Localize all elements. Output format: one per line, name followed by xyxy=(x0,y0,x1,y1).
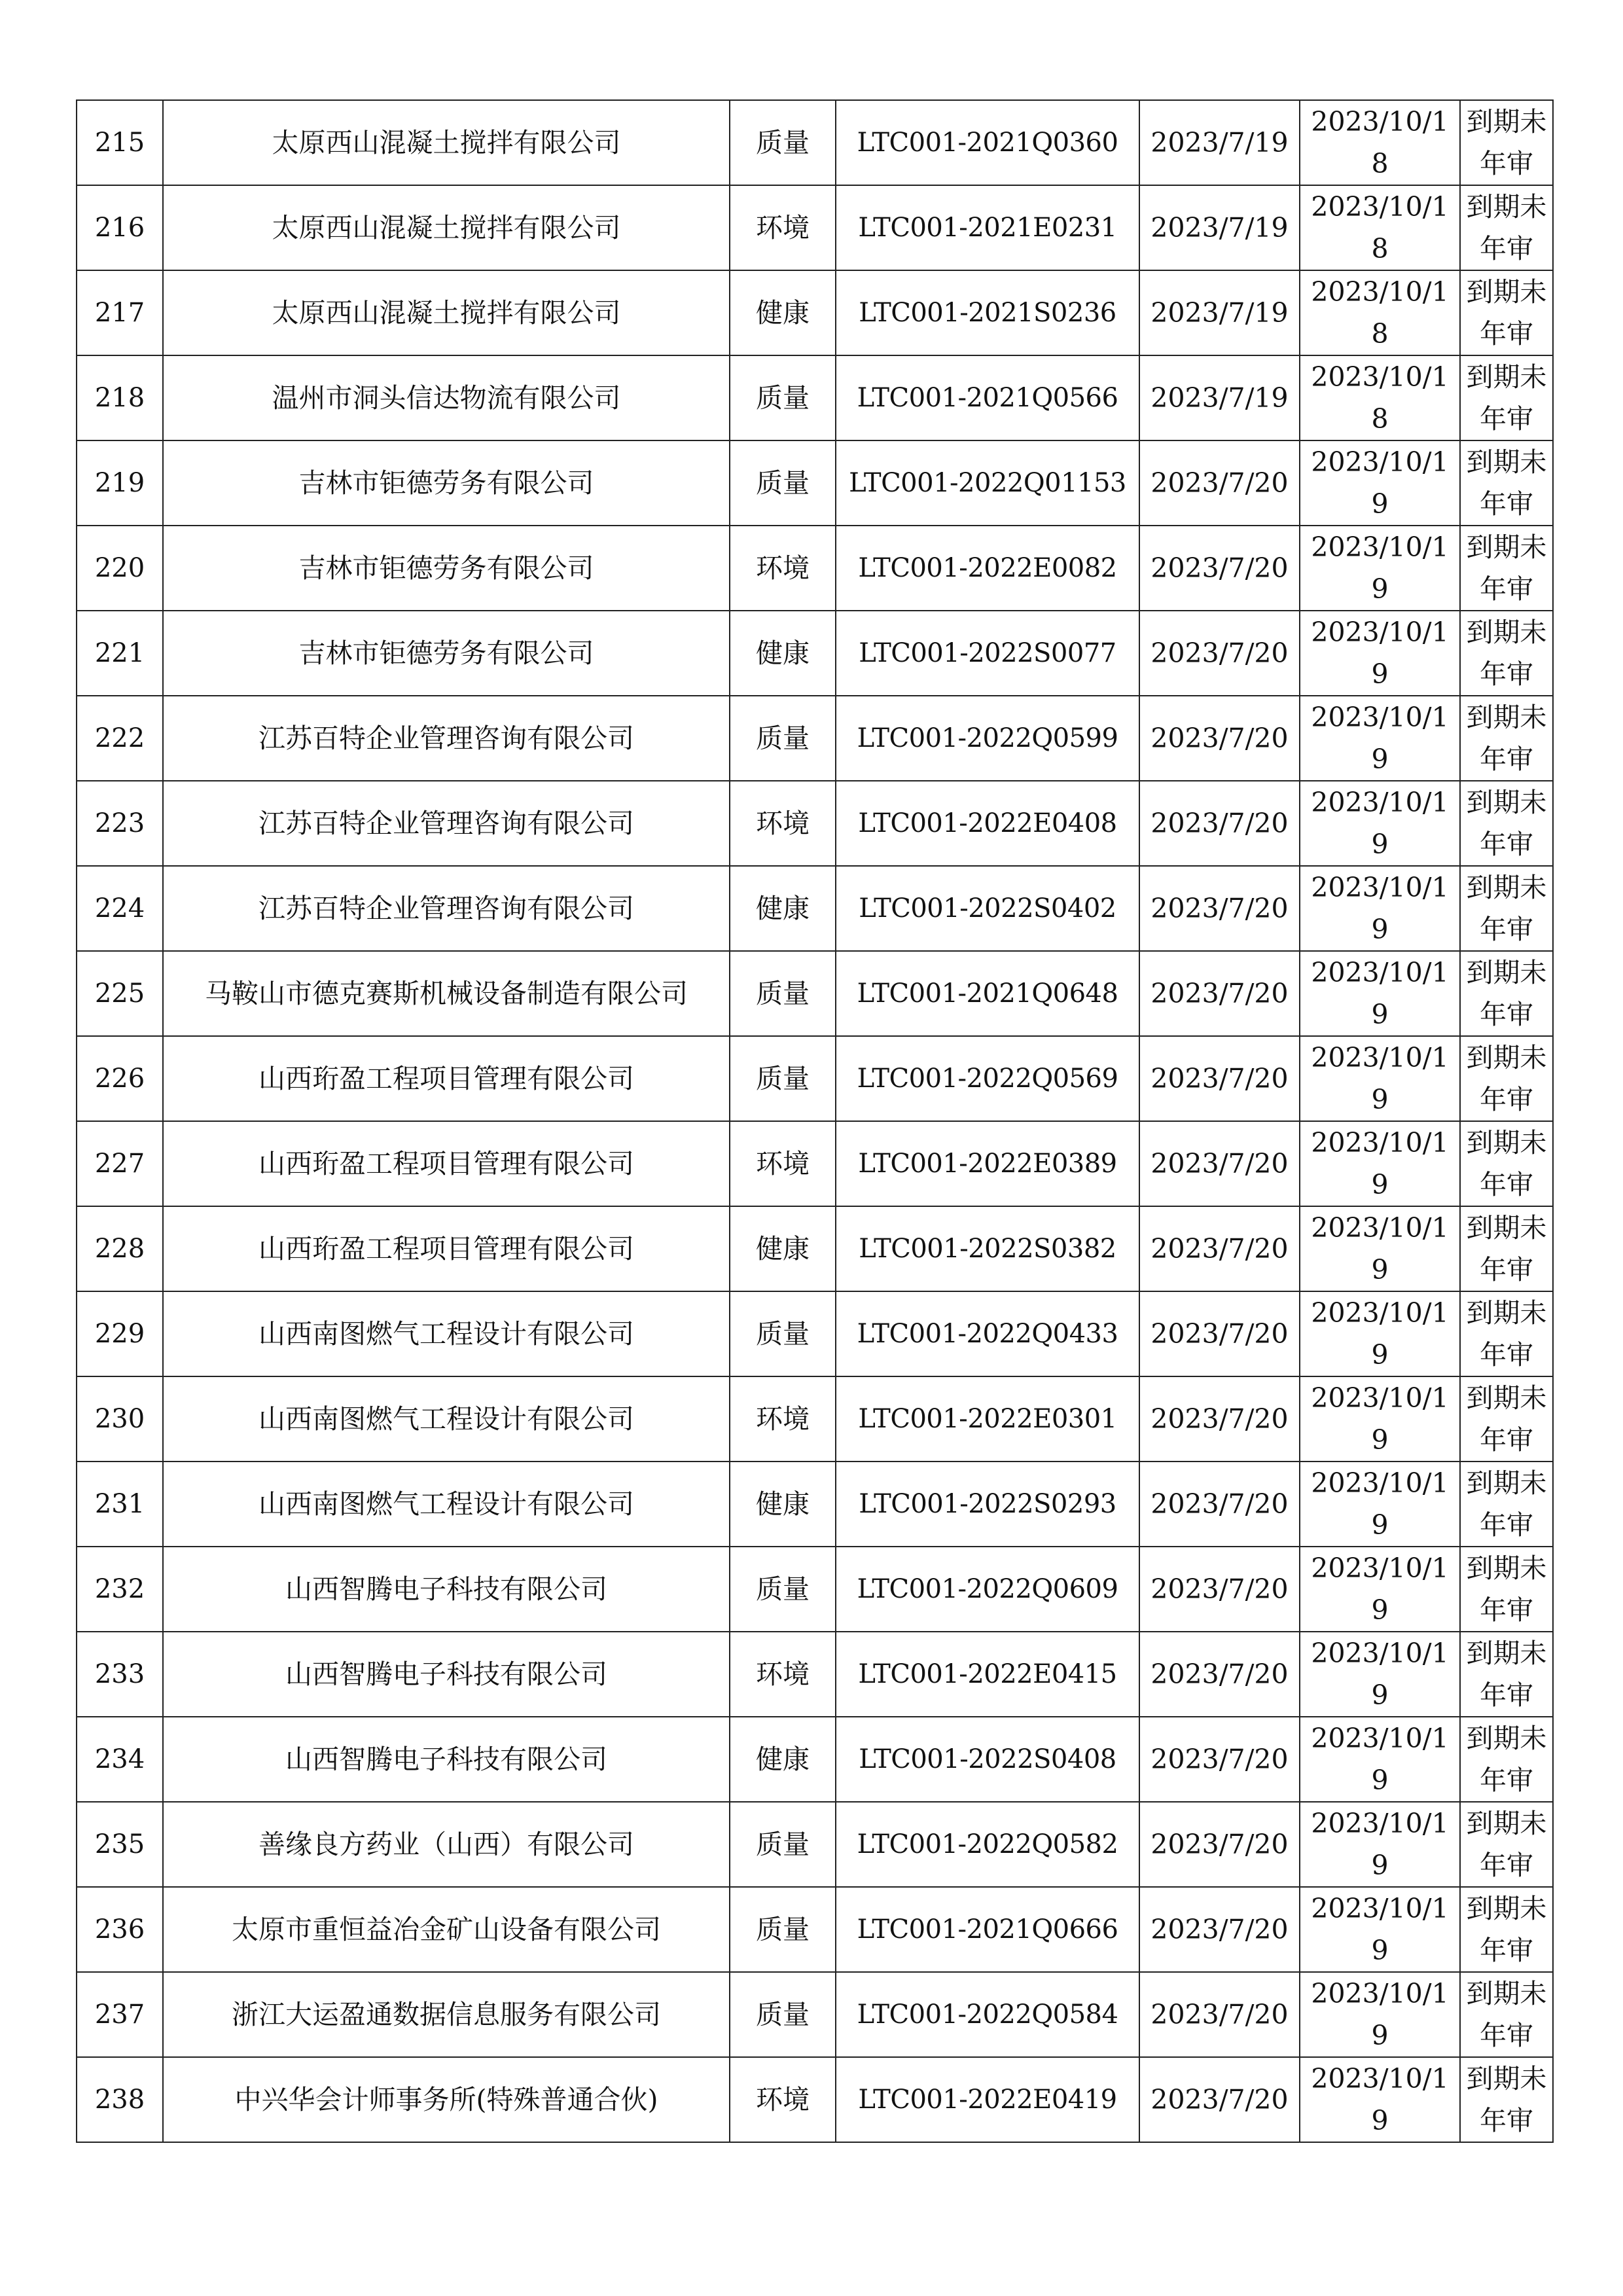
row-number: 237 xyxy=(77,1972,163,2057)
deadline-date: 2023/10/19 xyxy=(1300,1376,1460,1462)
table-row xyxy=(77,1547,1553,1632)
certification-type: 健康 xyxy=(730,866,836,951)
certificate-code: LTC001-2021Q0566 xyxy=(836,355,1139,440)
audit-due-date: 2023/7/20 xyxy=(1139,526,1300,611)
audit-due-date: 2023/7/20 xyxy=(1139,1376,1300,1462)
deadline-date: 2023/10/19 xyxy=(1300,866,1460,951)
audit-due-date: 2023/7/20 xyxy=(1139,1802,1300,1887)
row-number: 216 xyxy=(77,185,163,270)
row-number: 218 xyxy=(77,355,163,440)
deadline-date: 2023/10/19 xyxy=(1300,781,1460,866)
status-text: 到期未年审 xyxy=(1460,1802,1553,1887)
table-row xyxy=(77,100,1553,185)
row-number: 238 xyxy=(77,2057,163,2142)
certification-type: 健康 xyxy=(730,270,836,355)
audit-due-date: 2023/7/19 xyxy=(1139,355,1300,440)
table-row xyxy=(77,355,1553,440)
company-name: 山西智腾电子科技有限公司 xyxy=(163,1717,730,1802)
certificate-code: LTC001-2022S0293 xyxy=(836,1462,1139,1547)
certificate-code: LTC001-2022S0077 xyxy=(836,611,1139,696)
certificate-code: LTC001-2022S0402 xyxy=(836,866,1139,951)
status-text: 到期未年审 xyxy=(1460,1121,1553,1206)
deadline-date: 2023/10/19 xyxy=(1300,1802,1460,1887)
status-text: 到期未年审 xyxy=(1460,1206,1553,1291)
status-text: 到期未年审 xyxy=(1460,1291,1553,1376)
certification-type: 质量 xyxy=(730,1291,836,1376)
row-number: 228 xyxy=(77,1206,163,1291)
certificate-code: LTC001-2021Q0666 xyxy=(836,1887,1139,1972)
row-number: 229 xyxy=(77,1291,163,1376)
deadline-date: 2023/10/19 xyxy=(1300,1717,1460,1802)
company-name: 山西智腾电子科技有限公司 xyxy=(163,1632,730,1717)
company-name: 太原西山混凝土搅拌有限公司 xyxy=(163,270,730,355)
company-name: 中兴华会计师事务所(特殊普通合伙) xyxy=(163,2057,730,2142)
status-text: 到期未年审 xyxy=(1460,355,1553,440)
audit-due-date: 2023/7/19 xyxy=(1139,185,1300,270)
row-number: 234 xyxy=(77,1717,163,1802)
certification-type: 质量 xyxy=(730,1547,836,1632)
certificate-code: LTC001-2021Q0648 xyxy=(836,951,1139,1036)
row-number: 233 xyxy=(77,1632,163,1717)
company-name: 山西南图燃气工程设计有限公司 xyxy=(163,1376,730,1462)
audit-due-date: 2023/7/20 xyxy=(1139,1036,1300,1121)
deadline-date: 2023/10/19 xyxy=(1300,526,1460,611)
audit-due-date: 2023/7/19 xyxy=(1139,100,1300,185)
certification-type: 质量 xyxy=(730,355,836,440)
company-name: 山西智腾电子科技有限公司 xyxy=(163,1547,730,1632)
audit-due-date: 2023/7/20 xyxy=(1139,1121,1300,1206)
row-number: 222 xyxy=(77,696,163,781)
row-number: 223 xyxy=(77,781,163,866)
certificate-code: LTC001-2022E0389 xyxy=(836,1121,1139,1206)
certification-type: 质量 xyxy=(730,951,836,1036)
row-number: 219 xyxy=(77,440,163,526)
deadline-date: 2023/10/18 xyxy=(1300,355,1460,440)
company-name: 山西珩盈工程项目管理有限公司 xyxy=(163,1206,730,1291)
certification-type: 质量 xyxy=(730,100,836,185)
deadline-date: 2023/10/18 xyxy=(1300,270,1460,355)
certification-type: 健康 xyxy=(730,1206,836,1291)
status-text: 到期未年审 xyxy=(1460,951,1553,1036)
certificate-code: LTC001-2022Q0569 xyxy=(836,1036,1139,1121)
audit-due-date: 2023/7/20 xyxy=(1139,1972,1300,2057)
audit-due-date: 2023/7/20 xyxy=(1139,440,1300,526)
table-row xyxy=(77,866,1553,951)
row-number: 235 xyxy=(77,1802,163,1887)
status-text: 到期未年审 xyxy=(1460,1462,1553,1547)
table-row xyxy=(77,1036,1553,1121)
status-text: 到期未年审 xyxy=(1460,1376,1553,1462)
deadline-date: 2023/10/19 xyxy=(1300,1887,1460,1972)
row-number: 226 xyxy=(77,1036,163,1121)
audit-due-date: 2023/7/20 xyxy=(1139,866,1300,951)
certification-type: 环境 xyxy=(730,1376,836,1462)
table-row xyxy=(77,1206,1553,1291)
audit-due-date: 2023/7/19 xyxy=(1139,270,1300,355)
table-row xyxy=(77,611,1553,696)
table-row xyxy=(77,1462,1553,1547)
audit-due-date: 2023/7/20 xyxy=(1139,1547,1300,1632)
deadline-date: 2023/10/19 xyxy=(1300,1036,1460,1121)
status-text: 到期未年审 xyxy=(1460,696,1553,781)
status-text: 到期未年审 xyxy=(1460,1036,1553,1121)
certification-type: 环境 xyxy=(730,2057,836,2142)
deadline-date: 2023/10/19 xyxy=(1300,696,1460,781)
audit-due-date: 2023/7/20 xyxy=(1139,1291,1300,1376)
deadline-date: 2023/10/18 xyxy=(1300,100,1460,185)
audit-due-date: 2023/7/20 xyxy=(1139,1717,1300,1802)
certificate-code: LTC001-2022Q0433 xyxy=(836,1291,1139,1376)
status-text: 到期未年审 xyxy=(1460,611,1553,696)
status-text: 到期未年审 xyxy=(1460,2057,1553,2142)
audit-due-date: 2023/7/20 xyxy=(1139,781,1300,866)
company-name: 山西珩盈工程项目管理有限公司 xyxy=(163,1121,730,1206)
certificate-code: LTC001-2022E0419 xyxy=(836,2057,1139,2142)
certificate-code: LTC001-2022S0382 xyxy=(836,1206,1139,1291)
certification-type: 环境 xyxy=(730,526,836,611)
audit-due-date: 2023/7/20 xyxy=(1139,696,1300,781)
deadline-date: 2023/10/19 xyxy=(1300,1462,1460,1547)
certificate-code: LTC001-2022Q0582 xyxy=(836,1802,1139,1887)
row-number: 215 xyxy=(77,100,163,185)
status-text: 到期未年审 xyxy=(1460,781,1553,866)
row-number: 221 xyxy=(77,611,163,696)
table-row xyxy=(77,1717,1553,1802)
deadline-date: 2023/10/19 xyxy=(1300,2057,1460,2142)
company-name: 吉林市钜德劳务有限公司 xyxy=(163,611,730,696)
certificate-code: LTC001-2022Q0609 xyxy=(836,1547,1139,1632)
table-row xyxy=(77,440,1553,526)
company-name: 江苏百特企业管理咨询有限公司 xyxy=(163,781,730,866)
deadline-date: 2023/10/19 xyxy=(1300,1547,1460,1632)
company-name: 太原西山混凝土搅拌有限公司 xyxy=(163,100,730,185)
company-name: 吉林市钜德劳务有限公司 xyxy=(163,440,730,526)
company-name: 江苏百特企业管理咨询有限公司 xyxy=(163,866,730,951)
audit-due-date: 2023/7/20 xyxy=(1139,1206,1300,1291)
company-name: 山西南图燃气工程设计有限公司 xyxy=(163,1462,730,1547)
table-row xyxy=(77,1887,1553,1972)
certificate-code: LTC001-2021Q0360 xyxy=(836,100,1139,185)
deadline-date: 2023/10/19 xyxy=(1300,951,1460,1036)
certificate-code: LTC001-2022Q0599 xyxy=(836,696,1139,781)
certificate-code: LTC001-2022S0408 xyxy=(836,1717,1139,1802)
status-text: 到期未年审 xyxy=(1460,185,1553,270)
certificate-code: LTC001-2021S0236 xyxy=(836,270,1139,355)
table-row xyxy=(77,1802,1553,1887)
deadline-date: 2023/10/19 xyxy=(1300,1121,1460,1206)
certificate-code: LTC001-2022E0301 xyxy=(836,1376,1139,1462)
status-text: 到期未年审 xyxy=(1460,1887,1553,1972)
table-row xyxy=(77,951,1553,1036)
status-text: 到期未年审 xyxy=(1460,440,1553,526)
certificate-code: LTC001-2022E0408 xyxy=(836,781,1139,866)
row-number: 220 xyxy=(77,526,163,611)
deadline-date: 2023/10/19 xyxy=(1300,1291,1460,1376)
table-row xyxy=(77,185,1553,270)
certification-type: 健康 xyxy=(730,1717,836,1802)
company-name: 浙江大运盈通数据信息服务有限公司 xyxy=(163,1972,730,2057)
deadline-date: 2023/10/19 xyxy=(1300,1206,1460,1291)
company-name: 山西珩盈工程项目管理有限公司 xyxy=(163,1036,730,1121)
company-name: 温州市洞头信达物流有限公司 xyxy=(163,355,730,440)
audit-due-date: 2023/7/20 xyxy=(1139,1462,1300,1547)
table-row xyxy=(77,270,1553,355)
table-row xyxy=(77,781,1553,866)
status-text: 到期未年审 xyxy=(1460,1972,1553,2057)
row-number: 232 xyxy=(77,1547,163,1632)
certification-type: 质量 xyxy=(730,696,836,781)
table-row xyxy=(77,526,1553,611)
row-number: 217 xyxy=(77,270,163,355)
audit-due-date: 2023/7/20 xyxy=(1139,611,1300,696)
table-row xyxy=(77,1632,1553,1717)
certification-type: 质量 xyxy=(730,440,836,526)
audit-due-date: 2023/7/20 xyxy=(1139,951,1300,1036)
company-name: 太原西山混凝土搅拌有限公司 xyxy=(163,185,730,270)
certification-type: 质量 xyxy=(730,1972,836,2057)
row-number: 224 xyxy=(77,866,163,951)
row-number: 230 xyxy=(77,1376,163,1462)
status-text: 到期未年审 xyxy=(1460,1547,1553,1632)
certificate-code: LTC001-2022Q0584 xyxy=(836,1972,1139,2057)
status-text: 到期未年审 xyxy=(1460,270,1553,355)
table-row xyxy=(77,1291,1553,1376)
status-text: 到期未年审 xyxy=(1460,866,1553,951)
company-name: 江苏百特企业管理咨询有限公司 xyxy=(163,696,730,781)
certificate-code: LTC001-2022E0082 xyxy=(836,526,1139,611)
certificate-code: LTC001-2022E0415 xyxy=(836,1632,1139,1717)
status-text: 到期未年审 xyxy=(1460,1717,1553,1802)
company-name: 吉林市钜德劳务有限公司 xyxy=(163,526,730,611)
company-name: 善缘良方药业（山西）有限公司 xyxy=(163,1802,730,1887)
table-body xyxy=(77,100,1553,2142)
certification-type: 环境 xyxy=(730,781,836,866)
table-row xyxy=(77,2057,1553,2142)
certification-type: 质量 xyxy=(730,1036,836,1121)
deadline-date: 2023/10/19 xyxy=(1300,1972,1460,2057)
status-text: 到期未年审 xyxy=(1460,100,1553,185)
row-number: 227 xyxy=(77,1121,163,1206)
certification-type: 质量 xyxy=(730,1802,836,1887)
table-row xyxy=(77,1376,1553,1462)
table-row xyxy=(77,696,1553,781)
deadline-date: 2023/10/18 xyxy=(1300,185,1460,270)
row-number: 231 xyxy=(77,1462,163,1547)
table-row xyxy=(77,1121,1553,1206)
certification-type: 健康 xyxy=(730,611,836,696)
certificate-code: LTC001-2021E0231 xyxy=(836,185,1139,270)
audit-due-date: 2023/7/20 xyxy=(1139,1632,1300,1717)
table-row xyxy=(77,1972,1553,2057)
deadline-date: 2023/10/19 xyxy=(1300,440,1460,526)
row-number: 225 xyxy=(77,951,163,1036)
status-text: 到期未年审 xyxy=(1460,1632,1553,1717)
deadline-date: 2023/10/19 xyxy=(1300,1632,1460,1717)
certification-type: 健康 xyxy=(730,1462,836,1547)
certification-type: 环境 xyxy=(730,1121,836,1206)
row-number: 236 xyxy=(77,1887,163,1972)
company-name: 山西南图燃气工程设计有限公司 xyxy=(163,1291,730,1376)
audit-due-date: 2023/7/20 xyxy=(1139,1887,1300,1972)
status-text: 到期未年审 xyxy=(1460,526,1553,611)
certification-type: 质量 xyxy=(730,1887,836,1972)
company-name: 马鞍山市德克赛斯机械设备制造有限公司 xyxy=(163,951,730,1036)
audit-due-date: 2023/7/20 xyxy=(1139,2057,1300,2142)
certification-type: 环境 xyxy=(730,185,836,270)
certification-type: 环境 xyxy=(730,1632,836,1717)
certificate-code: LTC001-2022Q01153 xyxy=(836,440,1139,526)
certificate-table xyxy=(76,99,1554,2143)
deadline-date: 2023/10/19 xyxy=(1300,611,1460,696)
company-name: 太原市重恒益冶金矿山设备有限公司 xyxy=(163,1887,730,1972)
